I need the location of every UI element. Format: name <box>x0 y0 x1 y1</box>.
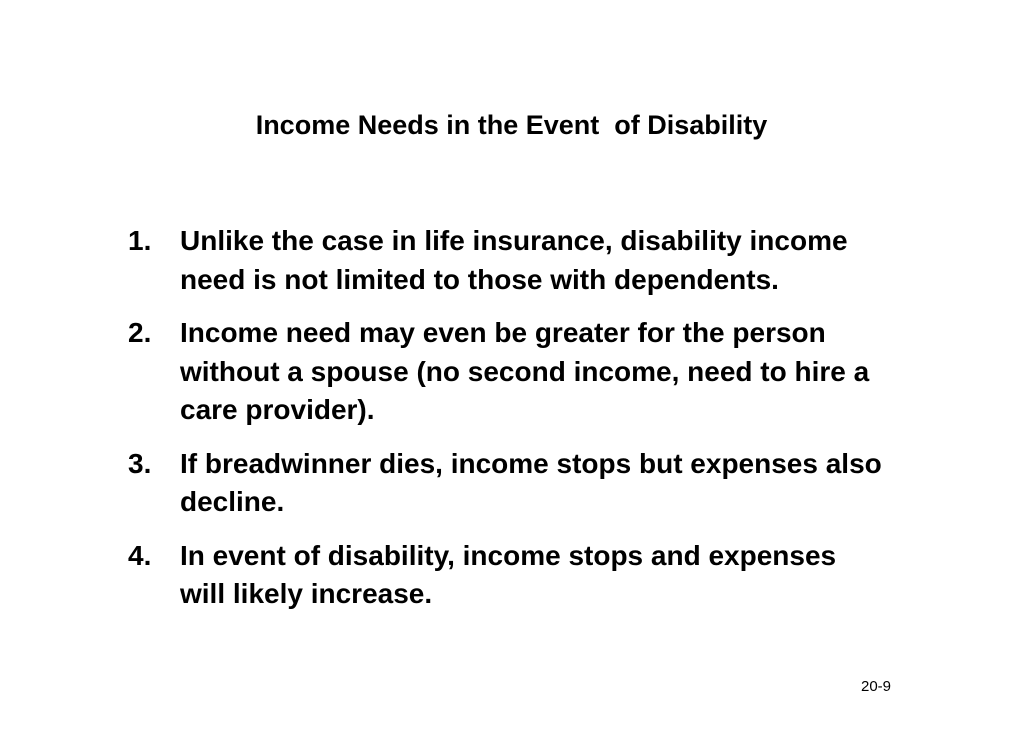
list-item-text: Unlike the case in life insurance, disability income need is not limited to those with dependents. <box>180 225 848 295</box>
list-item-text: In event of disability, income stops and expenses will likely increase. <box>180 539 837 609</box>
list-item-number: 2. <box>128 317 152 348</box>
list-item-number: 4. <box>128 539 152 571</box>
slide-title: Income Needs in the Event of Disability <box>255 110 768 140</box>
list-item-number: 1. <box>128 225 152 256</box>
list-item <box>128 314 888 430</box>
list-item <box>128 222 888 299</box>
page-number: 20-9 <box>861 678 892 695</box>
numbered-list <box>128 222 888 629</box>
list-item <box>128 537 888 614</box>
list-item-text: If breadwinner dies, income stops but expenses also decline. <box>180 447 882 517</box>
list-item-number: 3. <box>128 447 152 479</box>
list-item-text: Income need may even be greater for the person without a spouse (no second income, need to hire a care provider). <box>180 317 870 425</box>
list-item <box>128 445 888 522</box>
